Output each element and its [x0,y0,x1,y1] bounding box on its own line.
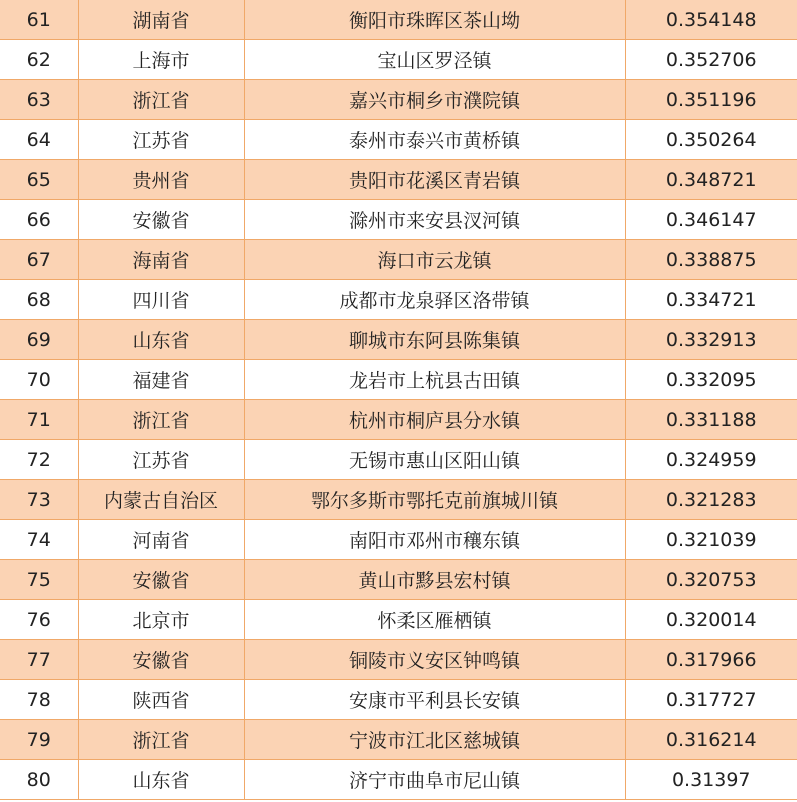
score-cell: 0.316214 [625,720,797,760]
score-cell: 0.317966 [625,640,797,680]
town-cell: 龙岩市上杭县古田镇 [244,360,625,400]
town-cell: 黄山市黟县宏村镇 [244,560,625,600]
score-cell: 0.348721 [625,160,797,200]
score-cell: 0.332095 [625,360,797,400]
table-row [0,80,797,120]
score-cell: 0.320014 [625,600,797,640]
rank-cell: 64 [0,120,78,160]
town-cell: 嘉兴市桐乡市濮院镇 [244,80,625,120]
town-cell: 铜陵市义安区钟鸣镇 [244,640,625,680]
table-row [0,480,797,520]
rank-cell: 80 [0,760,78,800]
rank-cell: 73 [0,480,78,520]
rank-cell: 63 [0,80,78,120]
province-cell: 浙江省 [78,400,244,440]
rank-cell: 67 [0,240,78,280]
town-cell: 衡阳市珠晖区茶山坳 [244,0,625,40]
score-cell: 0.324959 [625,440,797,480]
table-row [0,440,797,480]
town-cell: 聊城市东阿县陈集镇 [244,320,625,360]
town-cell: 杭州市桐庐县分水镇 [244,400,625,440]
rank-cell: 62 [0,40,78,80]
province-cell: 上海市 [78,40,244,80]
province-cell: 浙江省 [78,720,244,760]
rank-cell: 71 [0,400,78,440]
province-cell: 江苏省 [78,440,244,480]
score-cell: 0.354148 [625,0,797,40]
rank-cell: 74 [0,520,78,560]
score-cell: 0.331188 [625,400,797,440]
score-cell: 0.351196 [625,80,797,120]
town-cell: 无锡市惠山区阳山镇 [244,440,625,480]
town-cell: 安康市平利县长安镇 [244,680,625,720]
score-cell: 0.320753 [625,560,797,600]
rank-cell: 66 [0,200,78,240]
table-row [0,520,797,560]
score-cell: 0.31397 [625,760,797,800]
table-row [0,240,797,280]
province-cell: 安徽省 [78,640,244,680]
town-cell: 南阳市邓州市穰东镇 [244,520,625,560]
province-cell: 海南省 [78,240,244,280]
rank-cell: 68 [0,280,78,320]
province-cell: 河南省 [78,520,244,560]
score-cell: 0.346147 [625,200,797,240]
province-cell: 贵州省 [78,160,244,200]
table-row [0,280,797,320]
rank-cell: 70 [0,360,78,400]
table-row [0,640,797,680]
province-cell: 内蒙古自治区 [78,480,244,520]
province-cell: 山东省 [78,760,244,800]
table-row [0,200,797,240]
table-row [0,40,797,80]
rank-cell: 65 [0,160,78,200]
town-cell: 滁州市来安县汊河镇 [244,200,625,240]
table-row [0,0,797,40]
town-cell: 鄂尔多斯市鄂托克前旗城川镇 [244,480,625,520]
province-cell: 陕西省 [78,680,244,720]
province-cell: 山东省 [78,320,244,360]
province-cell: 四川省 [78,280,244,320]
table-row [0,120,797,160]
town-cell: 成都市龙泉驿区洛带镇 [244,280,625,320]
score-cell: 0.321039 [625,520,797,560]
table-row [0,320,797,360]
table-row [0,720,797,760]
province-cell: 安徽省 [78,200,244,240]
town-cell: 怀柔区雁栖镇 [244,600,625,640]
town-cell: 济宁市曲阜市尼山镇 [244,760,625,800]
table-row [0,600,797,640]
province-cell: 北京市 [78,600,244,640]
province-cell: 福建省 [78,360,244,400]
province-cell: 安徽省 [78,560,244,600]
table-row [0,400,797,440]
rank-cell: 72 [0,440,78,480]
rank-cell: 78 [0,680,78,720]
table-row [0,160,797,200]
table-row [0,360,797,400]
province-cell: 浙江省 [78,80,244,120]
table-row [0,760,797,800]
province-cell: 湖南省 [78,0,244,40]
score-cell: 0.352706 [625,40,797,80]
rank-cell: 69 [0,320,78,360]
rank-cell: 77 [0,640,78,680]
score-cell: 0.321283 [625,480,797,520]
score-cell: 0.350264 [625,120,797,160]
province-cell: 江苏省 [78,120,244,160]
score-cell: 0.338875 [625,240,797,280]
rank-cell: 79 [0,720,78,760]
town-cell: 宝山区罗泾镇 [244,40,625,80]
town-cell: 宁波市江北区慈城镇 [244,720,625,760]
town-cell: 海口市云龙镇 [244,240,625,280]
score-cell: 0.334721 [625,280,797,320]
rank-cell: 75 [0,560,78,600]
score-cell: 0.317727 [625,680,797,720]
score-cell: 0.332913 [625,320,797,360]
town-cell: 泰州市泰兴市黄桥镇 [244,120,625,160]
table-row [0,680,797,720]
table-row [0,560,797,600]
rank-cell: 61 [0,0,78,40]
rank-cell: 76 [0,600,78,640]
town-cell: 贵阳市花溪区青岩镇 [244,160,625,200]
